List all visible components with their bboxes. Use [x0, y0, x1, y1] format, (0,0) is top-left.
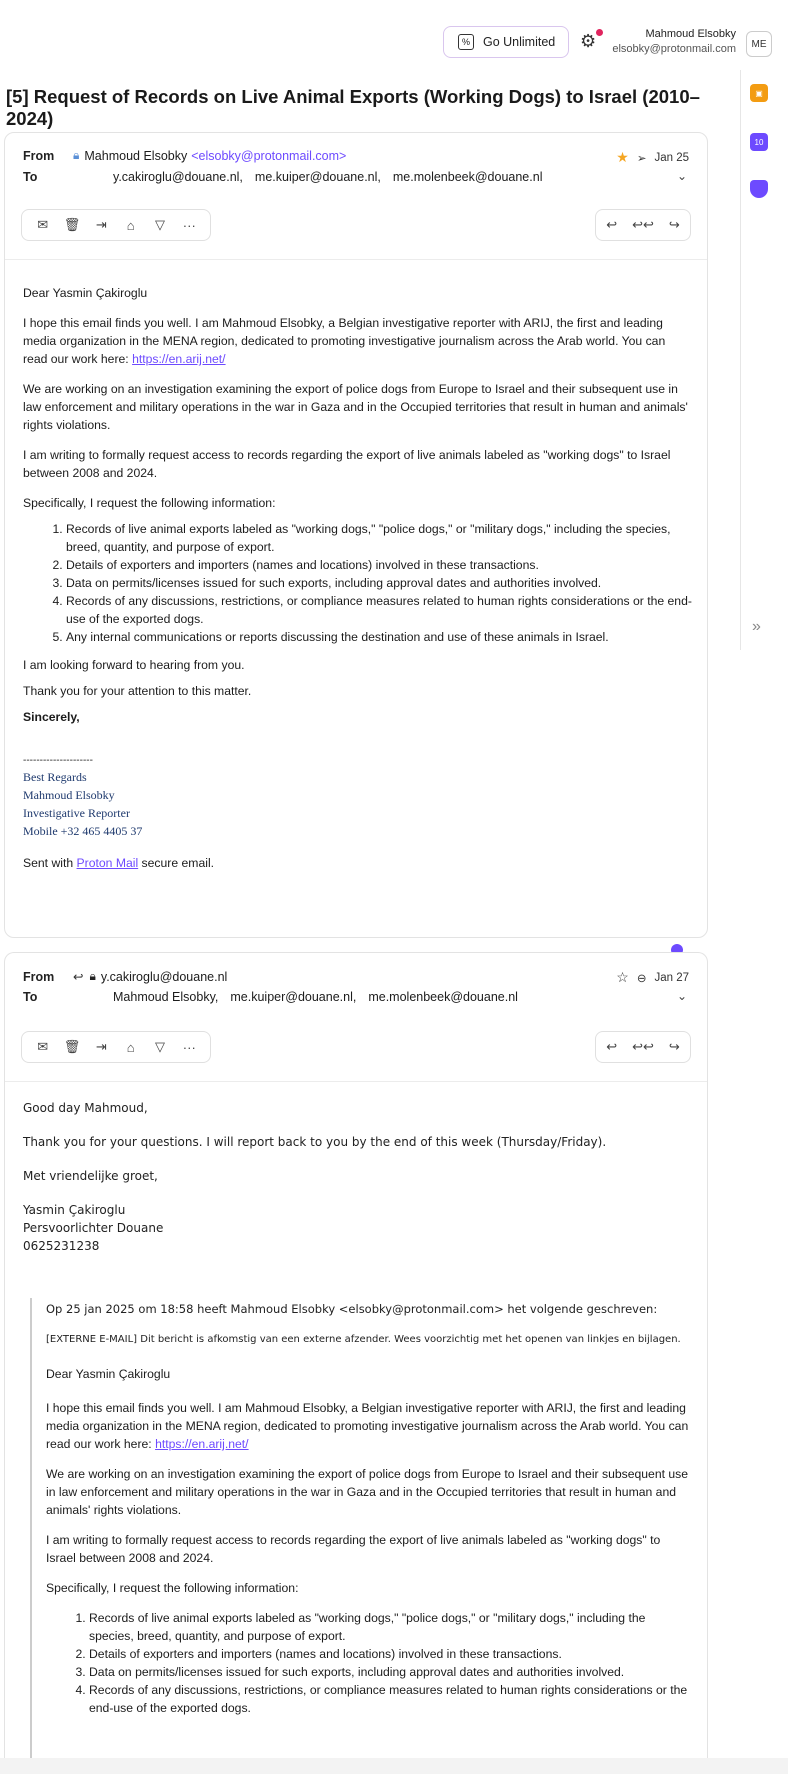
- go-unlimited-button[interactable]: [443, 26, 569, 58]
- recipient[interactable]: me.molenbeek@douane.nl: [368, 990, 518, 1004]
- list-item: 4. Records of any discussions, restrictions, or compliance measures related to human rights considerations or the end-use of the exported dogs.: [66, 592, 693, 628]
- paragraph: [46, 1399, 690, 1453]
- reply-icon[interactable]: ↩: [606, 1039, 618, 1054]
- list-item: 4. Records of any discussions, restrictions, or compliance measures related to human rights considerations or the end-use of the exported dogs.: [89, 1681, 690, 1717]
- external-warning: [EXTERNE E-MAIL] Dit bericht is afkomstig van een externe afzender. Wees voorzichtig met het openen van linkjes en bijlagen.: [46, 1334, 681, 1345]
- paragraph-text: I hope this email finds you well. I am Mahmoud Elsobky, a Belgian investigative reporter with ARIJ, the first and leading media organization in the MENA region, dedicated to promoting investigative journalism across the Arab world. You can read our work here:: [23, 316, 666, 366]
- signature-line: Best Regards: [23, 770, 87, 784]
- list-item: 2. Details of exporters and importers (names and locations) involved in these transactions.: [66, 556, 693, 574]
- expand-sidebar-icon[interactable]: »: [752, 618, 761, 635]
- greeting: Dear Yasmin Çakiroglu: [23, 286, 148, 300]
- calendar-icon[interactable]: [750, 133, 768, 151]
- chevron-down-icon[interactable]: ⌄: [676, 169, 687, 183]
- star-icon[interactable]: ★: [616, 149, 629, 165]
- sent-icon: ➢: [636, 152, 647, 165]
- message-date: [616, 149, 689, 166]
- label-tag-icon[interactable]: ⌂: [126, 217, 135, 233]
- reply-body: [23, 1099, 693, 1255]
- user-email: elsobky@protonmail.com: [612, 43, 736, 55]
- request-list: [66, 1609, 690, 1717]
- greeting: Dear Yasmin Çakiroglu: [46, 1367, 171, 1381]
- request-list: [43, 520, 693, 646]
- reply-toolbar: [595, 1031, 691, 1063]
- reply-toolbar: [595, 209, 691, 241]
- sender-name[interactable]: Mahmoud Elsobky: [84, 148, 188, 163]
- trash-icon[interactable]: 🗑︎: [63, 1039, 81, 1054]
- recipient[interactable]: me.kuiper@douane.nl,: [254, 170, 381, 184]
- signature-line: Mobile +32 465 4405 37: [23, 824, 143, 838]
- reply-icon[interactable]: ↩: [606, 217, 618, 232]
- sender-email[interactable]: <elsobky@protonmail.com>: [191, 148, 347, 163]
- divider: [5, 259, 707, 260]
- from-row: [23, 969, 231, 984]
- notification-dot: [596, 29, 603, 36]
- signature-line: Mahmoud Elsobky: [23, 788, 115, 802]
- list-item: 3. Data on permits/licenses issued for such exports, including approval dates and authorities involved.: [89, 1663, 690, 1681]
- avatar[interactable]: ME: [746, 31, 772, 57]
- inbox-icon: ⊖: [636, 972, 647, 985]
- list-item: 1. Records of live animal exports labeled as "working dogs," "police dogs," or "military dogs," including the species, breed, quantity, and purpose of export.: [66, 520, 693, 556]
- replied-icon: ↩: [73, 970, 84, 984]
- sent-suffix: secure email.: [138, 856, 215, 870]
- more-icon[interactable]: ···: [182, 217, 196, 233]
- message-toolbar: [21, 1031, 211, 1063]
- email-subject: [5] Request of Records on Live Animal Exports (Working Dogs) to Israel (2010–2024): [6, 86, 700, 129]
- mark-unread-icon[interactable]: ✉: [37, 1039, 49, 1054]
- top-bar: [0, 0, 788, 72]
- recipient[interactable]: y.cakiroglu@douane.nl,: [113, 170, 243, 184]
- forward-icon[interactable]: ↪: [668, 217, 680, 232]
- list-item: 5. Any internal communications or reports discussing the destination and use of these animals in Israel.: [66, 628, 693, 646]
- date-text: Jan 27: [654, 971, 689, 984]
- closing: Sincerely,: [23, 710, 80, 724]
- list-item: 1. Records of live animal exports labeled as "working dogs," "police dogs," or "military dogs," including the species, breed, quantity, and purpose of export.: [89, 1609, 690, 1645]
- arij-link[interactable]: https://en.arij.net/: [155, 1437, 249, 1451]
- upgrade-icon: %: [458, 34, 474, 50]
- quote-body: [46, 1365, 690, 1717]
- recipient[interactable]: Mahmoud Elsobky,: [113, 990, 219, 1004]
- paragraph-text: I hope this email finds you well. I am Mahmoud Elsobky, a Belgian investigative reporter with ARIJ, the first and leading media organization in the MENA region, dedicated to promoting investigative journalism across the Arab world. You can read our work here:: [46, 1401, 689, 1451]
- message-toolbar: [21, 209, 211, 241]
- signature-line: Investigative Reporter: [23, 806, 130, 820]
- from-row: [23, 148, 346, 163]
- to-row: [23, 990, 530, 1004]
- sent-prefix: Sent with: [23, 856, 77, 870]
- paragraph: I am looking forward to hearing from you.: [23, 658, 245, 672]
- vpn-shield-icon[interactable]: [750, 180, 768, 198]
- reply-all-icon[interactable]: ↩↩: [632, 217, 654, 232]
- paragraph: Thank you for your questions. I will report back to you by the end of this week (Thursday/Friday).: [23, 1135, 607, 1149]
- message-card-1: [4, 132, 708, 938]
- paragraph: Thank you for your attention to this matter.: [23, 684, 252, 698]
- calendar-badge: 10: [754, 137, 764, 147]
- message-body: [23, 284, 693, 884]
- filter-icon[interactable]: ▽: [154, 217, 165, 232]
- signature-rule: ---------------------: [23, 755, 93, 766]
- signature-line: 0625231238: [23, 1239, 100, 1253]
- mark-unread-icon[interactable]: ✉: [37, 217, 49, 232]
- paragraph: [23, 314, 693, 368]
- star-icon[interactable]: ☆: [616, 969, 629, 985]
- label-tag-icon[interactable]: ⌂: [126, 1039, 135, 1055]
- paragraph: We are working on an investigation examining the export of police dogs from Europe to Israel and their subsequent use in law enforcement and military operations in the war in Gaza and in the Occupied territories that result in human and animals' rights violations.: [23, 382, 688, 432]
- message-date: [616, 969, 689, 986]
- to-label: To: [23, 170, 38, 184]
- lock-icon: 🔒︎: [73, 148, 80, 162]
- signature: [23, 768, 693, 840]
- paragraph: I am writing to formally request access to records regarding the export of live animals labeled as "working dogs" to Israel between 2008 and 2024.: [23, 448, 671, 480]
- recipient[interactable]: me.molenbeek@douane.nl: [392, 170, 543, 184]
- sent-with-line: [23, 854, 693, 872]
- signature-line: Persvoorlichter Douane: [23, 1221, 164, 1235]
- from-label: From: [23, 148, 55, 163]
- paragraph: We are working on an investigation examining the export of police dogs from Europe to Israel and their subsequent use in law enforcement and military operations in the war in Gaza and in the Occupied territories that result in human and animals' rights violations.: [46, 1467, 689, 1517]
- list-item: 2. Details of exporters and importers (names and locations) involved in these transactions.: [89, 1645, 690, 1663]
- go-unlimited-label: Go Unlimited: [483, 35, 556, 49]
- greeting: Good day Mahmoud,: [23, 1101, 148, 1115]
- contacts-icon[interactable]: ▣: [750, 84, 768, 102]
- lock-icon: 🔒︎: [89, 969, 96, 983]
- signature: [23, 1201, 693, 1255]
- chevron-down-icon[interactable]: ⌄: [676, 989, 687, 1003]
- sender-email[interactable]: y.cakiroglu@douane.nl: [100, 969, 228, 984]
- reply-all-icon[interactable]: ↩↩: [632, 1039, 654, 1054]
- rail-divider: [740, 70, 741, 650]
- recipient[interactable]: me.kuiper@douane.nl,: [230, 990, 357, 1004]
- move-to-folder-icon[interactable]: ⇥: [95, 217, 107, 232]
- paragraph: Met vriendelijke groet,: [23, 1169, 158, 1183]
- more-icon[interactable]: ···: [182, 1039, 196, 1055]
- to-label: To: [23, 990, 38, 1004]
- to-row: [23, 170, 554, 184]
- divider: [5, 1081, 707, 1082]
- quoted-message: [30, 1298, 690, 1774]
- user-name: Mahmoud Elsobky: [645, 28, 736, 40]
- list-item: 3. Data on permits/licenses issued for such exports, including approval dates and authorities involved.: [66, 574, 693, 592]
- paragraph: Specifically, I request the following information:: [46, 1581, 299, 1595]
- quote-header: Op 25 jan 2025 om 18:58 heeft Mahmoud Elsobky <elsobky@protonmail.com> het volgende geschreven:: [46, 1302, 658, 1316]
- bottom-edge: [0, 1758, 788, 1774]
- proton-mail-link[interactable]: Proton Mail: [76, 856, 139, 870]
- paragraph: Specifically, I request the following information:: [23, 496, 276, 510]
- settings-gear-icon[interactable]: ⚙: [580, 31, 597, 51]
- forward-icon[interactable]: ↪: [668, 1039, 680, 1054]
- from-label: From: [23, 969, 55, 984]
- signature-line: Yasmin Çakiroglu: [23, 1203, 126, 1217]
- move-to-folder-icon[interactable]: ⇥: [95, 1039, 107, 1054]
- paragraph: I am writing to formally request access to records regarding the export of live animals labeled as "working dogs" to Israel between 2008 and 2024.: [46, 1533, 661, 1565]
- date-text: Jan 25: [654, 151, 689, 164]
- trash-icon[interactable]: 🗑︎: [63, 217, 81, 232]
- arij-link[interactable]: https://en.arij.net/: [132, 352, 226, 366]
- filter-icon[interactable]: ▽: [154, 1039, 165, 1054]
